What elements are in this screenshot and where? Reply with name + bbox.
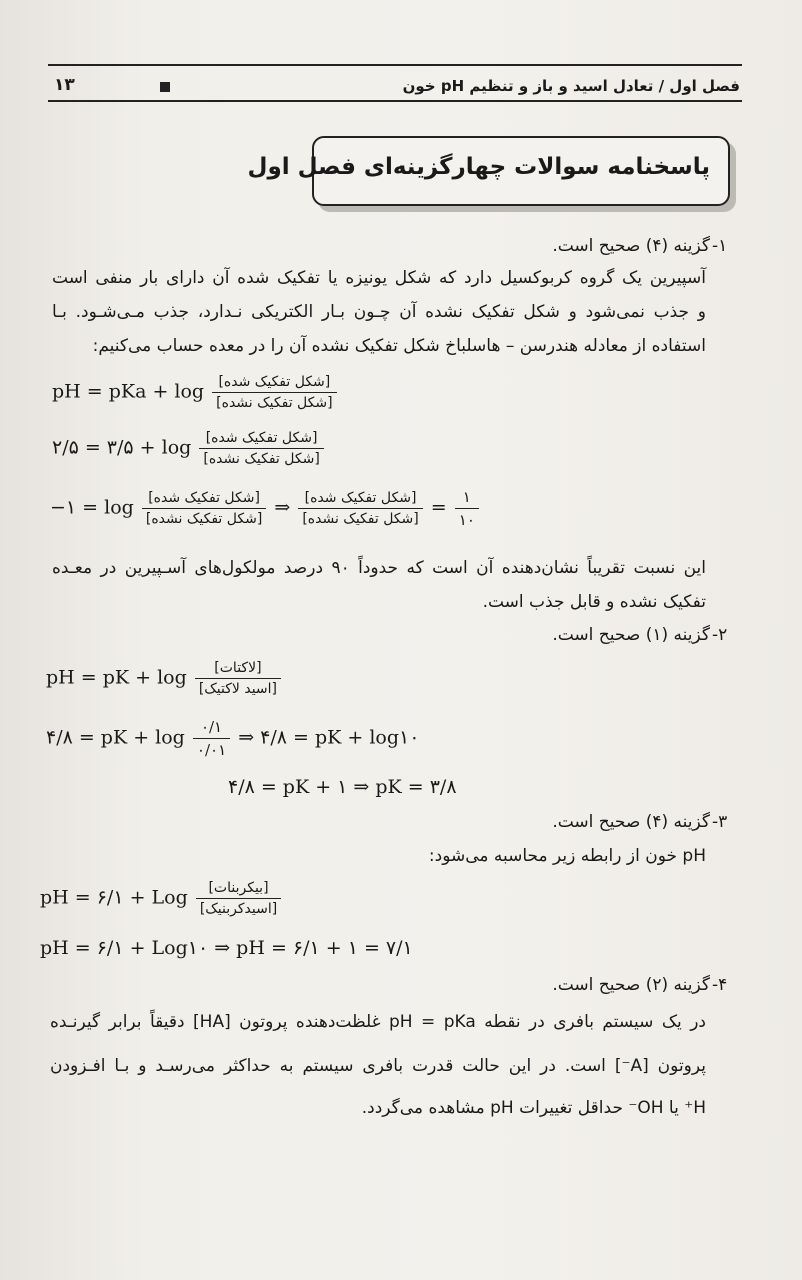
q4-line-2: پروتون [A⁻] است. در این حالت قدرت بافری سیستم به حداکثر می‌رسـد و بـا افـزودن — [50, 1056, 707, 1076]
header-bottom-rule — [48, 100, 742, 102]
bleed-through-text — [380, 240, 385, 258]
question-number-1: -۱ — [712, 236, 728, 256]
q2-equation-1 — [46, 660, 283, 697]
header-square-icon — [160, 82, 170, 92]
implies-arrow: ⇒ — [274, 496, 291, 519]
q2-equation-3: ۴/۸ = pK + ۱ ⇒ pK = ۳/۸ — [228, 776, 457, 798]
q3-answer: گزینه (۴) صحیح است. — [552, 812, 710, 832]
q1-para-line-1: آسپیرین یک گروه کربوکسیل دارد که شکل یونیزه یا تفکیک شده آن دارای بار منفی است — [52, 268, 706, 288]
chapter-title: فصل اول / تعادل اسید و باز و تنظیم pH خون — [402, 77, 740, 95]
q3-equation-2: pH = ۶/۱ + Log۱۰ ⇒ pH = ۶/۱ + ۱ = ۷/۱ — [40, 937, 413, 959]
denominator: [شکل تفکیک نشده] — [145, 511, 263, 527]
equals-sign: = — [430, 496, 447, 519]
numerator: ۱ — [455, 488, 479, 509]
eq-lhs: pH = pKa + log — [52, 380, 205, 403]
numerator: [شکل تفکیک شده] — [142, 490, 266, 509]
section-title: پاسخنامه سوالات چهارگزینه‌ای فصل اول — [247, 154, 710, 180]
eq-rhs: ⇒ ۴/۸ = pK + log۱۰ — [238, 726, 420, 749]
question-number-3: -۳ — [712, 812, 728, 832]
page-number: ۱۳ — [54, 75, 75, 95]
eq-lhs: pH = pK + log — [46, 666, 187, 689]
numerator: ۰/۱ — [193, 718, 230, 739]
fraction — [212, 374, 336, 411]
fraction — [195, 660, 281, 697]
q4-line-3: H⁺ یا OH⁻ حداقل تغییرات pH مشاهده می‌گردد. — [361, 1098, 706, 1118]
numerator: [شکل تفکیک شده] — [199, 430, 323, 449]
denominator: [شکل تفکیک نشده] — [203, 451, 320, 467]
q1-equation-3 — [50, 488, 481, 529]
question-number-2: -۲ — [712, 625, 728, 645]
fraction — [455, 488, 479, 529]
denominator: ۰/۰۱ — [196, 741, 227, 759]
denominator: [اسیدکربنیک] — [199, 901, 278, 917]
q3-line: pH خون از رابطه زیر محاسبه می‌شود: — [428, 846, 706, 866]
q4-answer: گزینه (۲) صحیح است. — [552, 975, 710, 995]
fraction — [298, 490, 422, 527]
q1-conclusion-line-1: این نسبت تقریباً نشان‌دهنده آن است که حدوداً ۹۰ درصد مولکول‌های آسـپیرین در معـده — [52, 558, 706, 578]
question-number-4: -۴ — [712, 975, 728, 995]
eq-lhs: −۱ = log — [50, 496, 134, 519]
q1-conclusion-line-2: تفکیک نشده و قابل جذب است. — [482, 592, 706, 612]
q1-equation-2 — [52, 430, 326, 467]
q4-line-1: در یک سیستم بافری در نقطه pH = pKa غلظت‌دهنده پروتون [HA] دقیقاً برابر گیرنـده — [50, 1012, 707, 1032]
eq-lhs: ۲/۵ = ۳/۵ + log — [52, 436, 192, 459]
q2-answer: گزینه (۱) صحیح است. — [552, 625, 710, 645]
q2-equation-2 — [46, 718, 419, 759]
denominator: [شکل تفکیک نشده] — [302, 511, 419, 527]
eq-lhs: pH = ۶/۱ + Log — [40, 886, 188, 909]
header-top-rule — [48, 64, 742, 66]
q1-equation-1 — [52, 374, 339, 411]
fraction — [193, 718, 230, 759]
numerator: [شکل تفکیک شده] — [298, 490, 422, 509]
eq-lhs: ۴/۸ = pK + log — [46, 726, 185, 749]
q3-equation-1 — [40, 880, 283, 917]
denominator: [شکل تفکیک نشده] — [216, 395, 333, 411]
q1-para-line-3: استفاده از معادله هندرسن – هاسلباخ شکل تفکیک نشده آن را در معده حساب می‌کنیم: — [92, 336, 706, 356]
q1-answer: گزینه (۴) صحیح است. — [552, 236, 710, 256]
fraction — [199, 430, 323, 467]
denominator: [اسید لاکتیک] — [198, 681, 278, 697]
numerator: [لاکتات] — [195, 660, 281, 679]
denominator: ۱۰ — [458, 511, 475, 529]
numerator: [شکل تفکیک شده] — [212, 374, 336, 393]
fraction — [196, 880, 281, 917]
q1-para-line-2: و جذب نمی‌شود و شکل تفکیک نشده آن چـون بـار الکتریکی نـدارد، جذب مـی‌شـود. بـا — [52, 302, 706, 322]
section-title-box — [247, 136, 730, 206]
fraction — [142, 490, 266, 527]
running-header — [48, 75, 742, 99]
numerator: [بیکربنات] — [196, 880, 281, 899]
